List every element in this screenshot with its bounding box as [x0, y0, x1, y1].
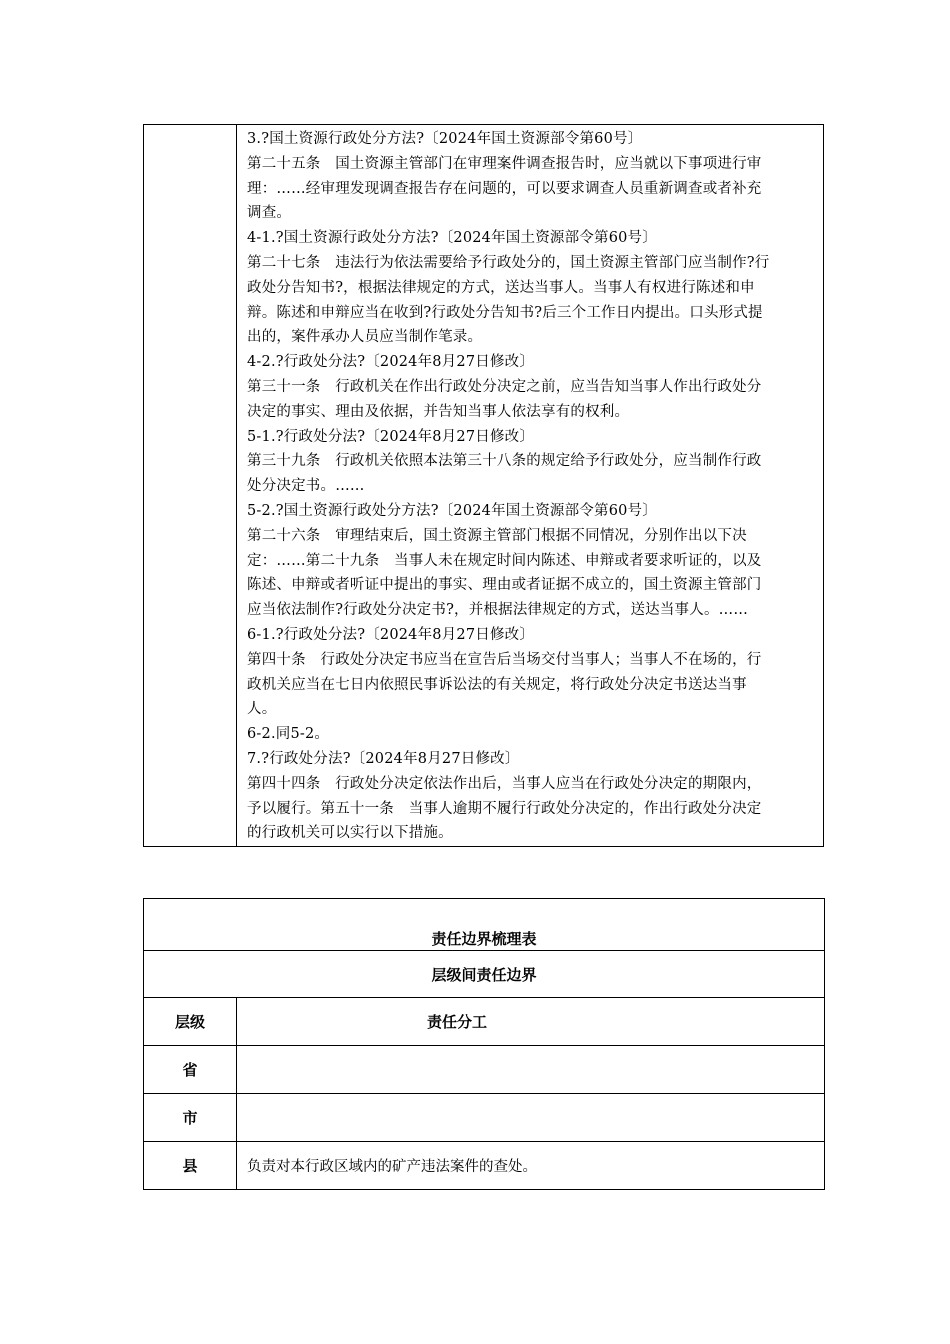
text-line: 第三十一条 行政机关在作出行政处分决定之前，应当告知当事人作出行政处分 — [247, 378, 762, 395]
text-line: 陈述、申辩或者听证中提出的事实、理由或者证据不成立的，国土资源主管部门 — [247, 577, 762, 594]
text-line: 4-1.?国土资源行政处分方法?〔2024年国土资源部令第60号〕 — [247, 230, 657, 247]
header-level: 层级 — [174, 1013, 205, 1031]
text-line: 3.?国土资源行政处分方法?〔2024年国土资源部令第60号〕 — [247, 131, 643, 147]
text-line: 4-2.?行政处分法?〔2024年8月27日修改〕 — [247, 354, 535, 371]
row-level-city: 市 — [182, 1109, 198, 1127]
text-line: 出的，案件承办人员应当制作笔录。 — [247, 329, 483, 346]
text-line: 5-1.?行政处分法?〔2024年8月27日修改〕 — [247, 428, 535, 445]
text-line: 5-2.?国土资源行政处分方法?〔2024年国土资源部令第60号〕 — [247, 502, 657, 519]
row-level-county: 县 — [182, 1157, 198, 1175]
header-duty: 责任分工 — [427, 1013, 488, 1031]
text-line: 第二十五条 国土资源主管部门在审理案件调查报告时，应当就以下事项进行审 — [247, 155, 762, 172]
table-title: 责任边界梳理表 — [431, 929, 537, 948]
text-line: 予以履行。第五十一条 当事人逾期不履行行政处分决定的，作出行政处分决定 — [247, 800, 762, 817]
text-line: 第四十条 行政处分决定书应当在宣告后当场交付当事人；当事人不在场的，行 — [247, 651, 762, 668]
text-line: 处分决定书。…… — [247, 478, 365, 495]
row-duty-province — [247, 1046, 824, 1093]
text-line: 7.?行政处分法?〔2024年8月27日修改〕 — [247, 750, 520, 767]
table-subtitle: 层级间责任边界 — [431, 965, 537, 984]
text-line: 理：……经审理发现调查报告存在问题的，可以要求调查人员重新调查或者补充 — [247, 180, 762, 197]
text-line: 第二十六条 审理结束后，国土资源主管部门根据不同情况，分别作出以下决 — [247, 527, 747, 544]
text-line: 决定的事实、理由及依据，并告知当事人依法享有的权利。 — [247, 403, 630, 420]
text-line: 应当依法制作?行政处分决定书?，并根据法律规定的方式，送达当事人。…… — [247, 602, 749, 619]
responsibility-table — [143, 898, 825, 1190]
text-line: 的行政机关可以实行以下措施。 — [247, 825, 453, 842]
text-line: 政处分告知书?，根据法律规定的方式，送达当事人。当事人有权进行陈述和申 — [247, 279, 755, 296]
text-line: 6-2.同5-2。 — [247, 726, 330, 743]
text-line: 调查。 — [247, 205, 292, 222]
text-line: 人。 — [247, 701, 277, 718]
text-line: 第四十四条 行政处分决定依法作出后，当事人应当在行政处分决定的期限内， — [247, 775, 762, 792]
text-line: 定：……第二十九条 当事人未在规定时间内陈述、申辩或者要求听证的，以及 — [247, 552, 762, 569]
text-line: 第三十九条 行政机关依照本法第三十八条的规定给予行政处分，应当制作行政 — [247, 453, 762, 470]
row-duty-county: 负责对本行政区域内的矿产违法案件的查处。 — [247, 1159, 537, 1175]
legal-basis-text — [247, 127, 815, 846]
row-level-province: 省 — [182, 1061, 198, 1079]
text-line: 政机关应当在七日内依照民事诉讼法的有关规定，将行政处分决定书送达当事 — [247, 676, 747, 693]
text-line: 第二十七条 违法行为依法需要给予行政处分的，国土资源主管部门应当制作?行 — [247, 254, 770, 271]
row-duty-city — [247, 1094, 824, 1141]
column-divider — [236, 125, 237, 846]
legal-basis-table — [143, 124, 824, 847]
text-line: 6-1.?行政处分法?〔2024年8月27日修改〕 — [247, 626, 535, 643]
text-line: 辩。陈述和申辩应当在收到?行政处分告知书?后三个工作日内提出。口头形式提 — [247, 304, 763, 321]
